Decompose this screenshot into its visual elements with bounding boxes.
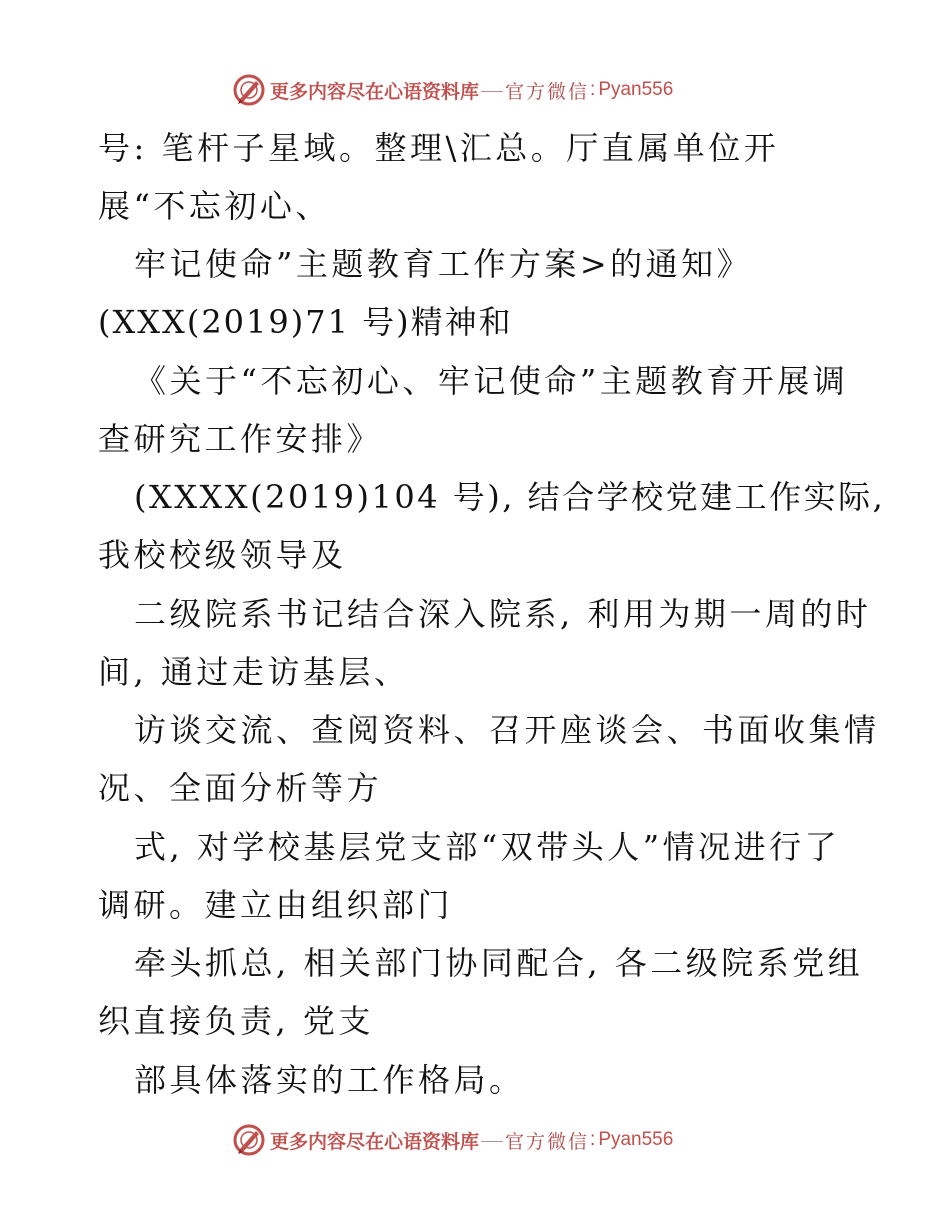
watermark-dash	[481, 91, 503, 92]
body-line: 织直接负责, 党支	[98, 1002, 374, 1040]
watermark-dash	[481, 1141, 503, 1142]
watermark-separator: :	[590, 1129, 596, 1150]
body-line: 式, 对学校基层党支部“双带头人”情况进行了	[134, 828, 841, 866]
body-line: 访谈交流、查阅资料、召开座谈会、书面收集情	[134, 711, 880, 749]
body-line: 查研究工作安排》	[98, 420, 383, 458]
body-line: 《关于“不忘初心、牢记使命”主题教育开展调	[134, 362, 849, 400]
watermark-separator: :	[590, 79, 596, 100]
body-line: 调研。建立由组织部门	[98, 886, 454, 924]
watermark-id: Pyan556	[598, 1129, 674, 1150]
body-line: 间, 通过走访基层、	[98, 653, 410, 691]
pen-logo-icon	[232, 73, 266, 107]
body-line: 况、全面分析等方	[98, 769, 383, 807]
body-line: 展“不忘初心、	[98, 187, 331, 225]
watermark-id: Pyan556	[598, 79, 674, 100]
body-line: (XXX(2019)71 号)精神和	[98, 303, 513, 341]
header-watermark	[232, 72, 673, 108]
body-line: 二级院系书记结合深入院系, 利用为期一周的时	[134, 595, 872, 633]
body-line: 牵头抓总, 相关部门协同配合, 各二级院系党组	[134, 944, 864, 982]
footer-watermark	[232, 1122, 673, 1158]
body-line: 牢记使命”主题教育工作方案>的通知》	[134, 245, 753, 283]
watermark-label: 官方微信	[505, 80, 590, 103]
watermark-label: 官方微信	[505, 1130, 590, 1153]
body-line: 我校校级领导及	[98, 536, 347, 574]
body-line: 部具体落实的工作格局。	[134, 1061, 525, 1099]
watermark-brand: 更多内容尽在心语资料库	[270, 1130, 480, 1153]
body-line: 号: 笔杆子星域。整理\汇总。厅直属单位开	[98, 129, 780, 167]
body-line: (XXXX(2019)104 号), 结合学校党建工作实际,	[134, 478, 886, 516]
pen-logo-icon	[232, 1123, 266, 1157]
watermark-brand: 更多内容尽在心语资料库	[270, 80, 480, 103]
